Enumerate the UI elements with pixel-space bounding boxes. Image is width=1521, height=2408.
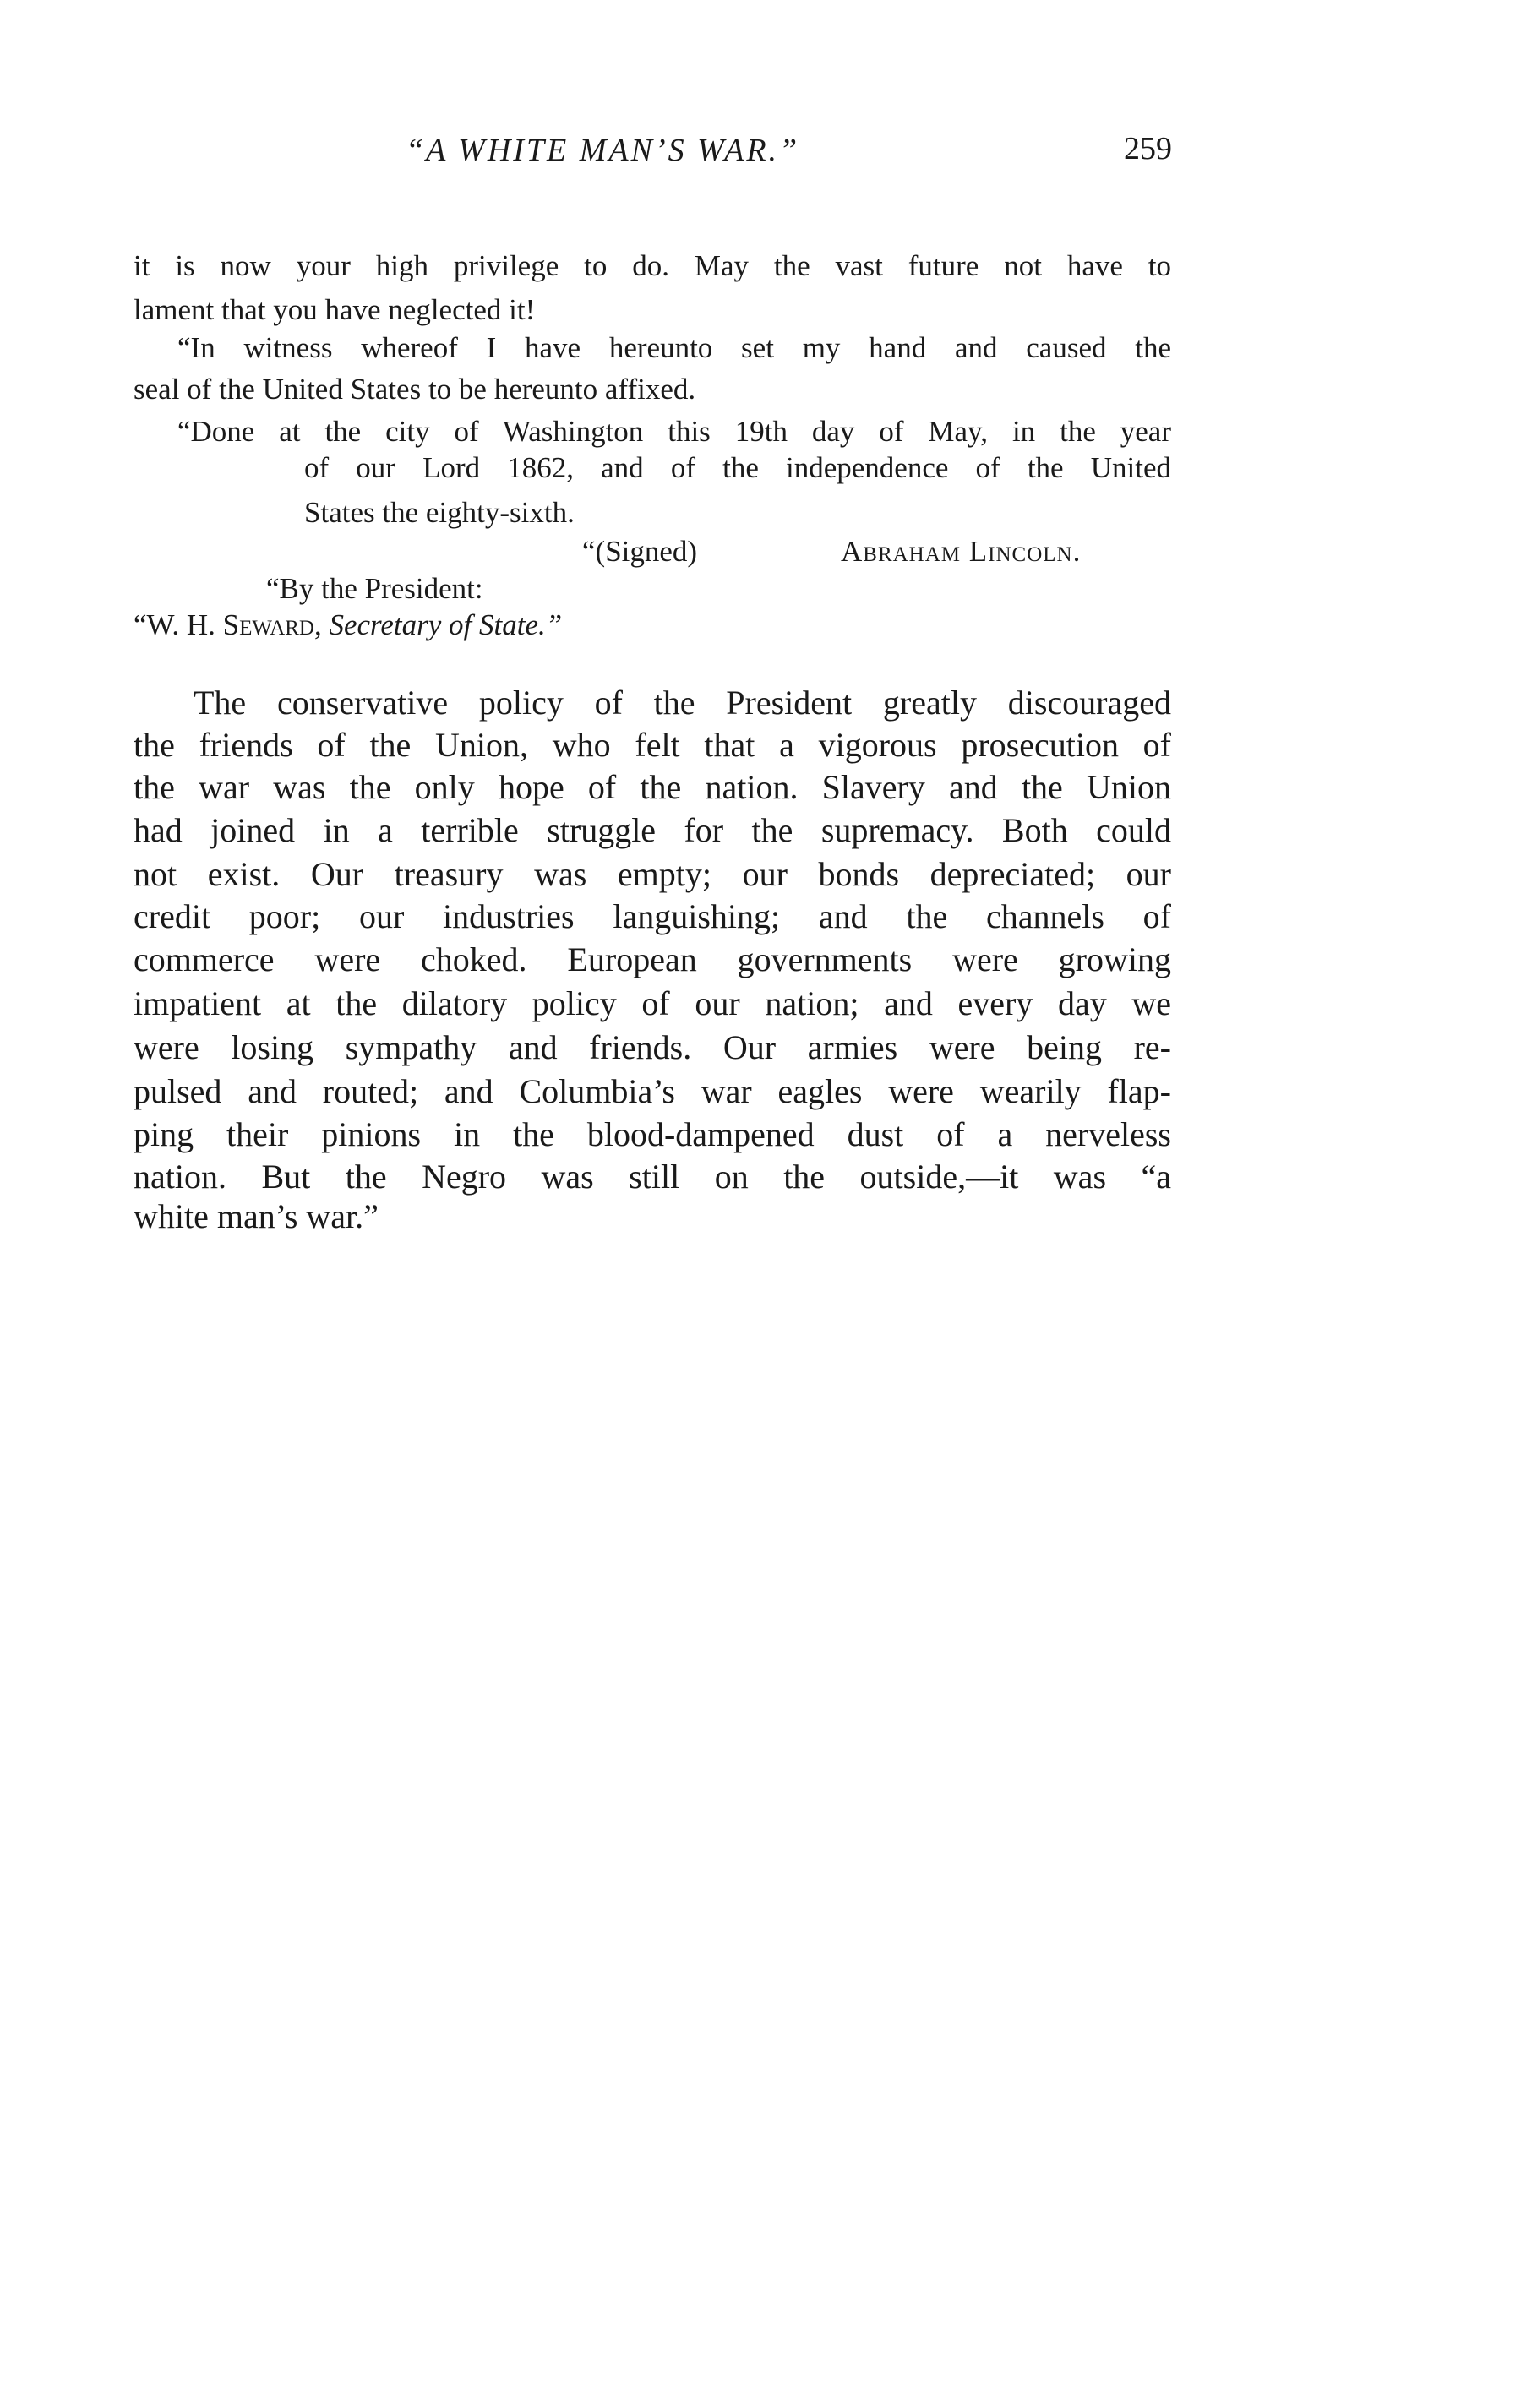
- page-number: 259: [1124, 131, 1172, 166]
- text-line: ping their pinions in the blood-dampened dust of a nerveless: [134, 1115, 1171, 1153]
- countersign-name: “W. H. Seward,: [134, 608, 322, 641]
- running-title: “A WHITE MAN’S WAR.”: [406, 133, 800, 168]
- text-line: were losing sympathy and friends. Our armies were being re-: [134, 1028, 1171, 1066]
- text-line: white man’s war.”: [134, 1197, 379, 1235]
- text-line: “Done at the city of Washington this 19th day of May, in the year: [177, 415, 1171, 448]
- signed-label: “(Signed): [582, 535, 698, 568]
- text-line: The conservative policy of the President greatly discouraged: [194, 684, 1171, 722]
- text-line: credit poor; our industries languishing; and the channels of: [134, 897, 1171, 935]
- by-the-president: “By the President:: [266, 572, 483, 605]
- text-line: the war was the only hope of the nation. Slavery and the Union: [134, 768, 1171, 806]
- text-line: had joined in a terrible struggle for the supremacy. Both could: [134, 811, 1171, 849]
- text-line: “In witness whereof I have hereunto set my hand and caused the: [177, 331, 1171, 364]
- text-line: commerce were choked. European governments were growing: [134, 940, 1171, 978]
- signer-name: Abraham Lincoln.: [841, 535, 1082, 568]
- text-line: not exist. Our treasury was empty; our bonds depreciated; our: [134, 855, 1171, 893]
- text-line: it is now your high privilege to do. May the vast future not have to: [134, 249, 1171, 282]
- text-line: impatient at the dilatory policy of our nation; and every day we: [134, 984, 1171, 1022]
- text-line: lament that you have neglected it!: [134, 293, 536, 326]
- text-line: States the eighty-sixth.: [304, 496, 575, 529]
- text-line: of our Lord 1862, and of the independence of the United: [304, 451, 1171, 484]
- countersign-title: Secretary of State.”: [329, 608, 563, 641]
- text-line: nation. But the Negro was still on the outside,—it was “a: [134, 1158, 1171, 1196]
- text-line: the friends of the Union, who felt that a vigorous prosecution of: [134, 726, 1171, 764]
- text-line: pulsed and routed; and Columbia’s war eagles were wearily flap-: [134, 1072, 1171, 1110]
- text-line: seal of the United States to be hereunto affixed.: [134, 373, 696, 406]
- countersignature: [134, 607, 562, 644]
